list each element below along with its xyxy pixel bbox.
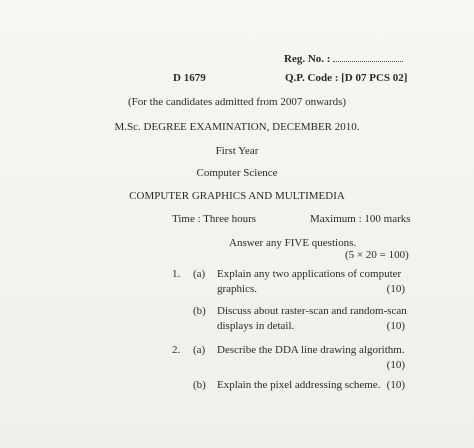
exam-name: M.Sc. DEGREE EXAMINATION, DECEMBER 2010. [114,121,360,133]
paper-title: COMPUTER GRAPHICS AND MULTIMEDIA [129,190,345,202]
question-1b-label: (b) [193,305,206,317]
max-marks: Maximum : 100 marks [310,213,411,225]
instruction-text: Answer any FIVE questions. [229,237,357,249]
reg-no-blank [333,52,403,62]
question-1-number: 1. [172,268,181,280]
time-allowed: Time : Three hours [172,213,257,225]
instruction-marks: (5 × 20 = 100) [345,249,409,261]
reg-no [284,52,403,66]
question-1a-marks: (10) [386,283,405,295]
question-1a-line2: graphics. [217,283,258,295]
reg-no-label: Reg. No. : [284,53,331,65]
subject: Computer Science [196,167,278,179]
question-2b-label: (b) [193,379,206,391]
question-1b-marks: (10) [386,320,405,332]
question-2-number: 2. [172,344,181,356]
qp-code: Q.P. Code : [D 07 PCS 02] [285,72,408,84]
question-1a-label: (a) [193,268,206,280]
question-1b-line1: Discuss about raster-scan and random-scan [217,305,407,317]
question-2a-marks: (10) [386,359,405,371]
question-1a-line1: Explain any two applications of computer [217,268,402,280]
question-2a-label: (a) [193,344,206,356]
question-1b-line2: displays in detail. [217,320,295,332]
candidates-note: (For the candidates admitted from 2007 onwards) [127,96,347,108]
question-2a-line1: Describe the DDA line drawing algorithm. [217,344,405,356]
question-2b-marks: (10) [386,379,405,391]
year: First Year [215,145,259,157]
paper-code: D 1679 [173,72,206,84]
question-2b-line1: Explain the pixel addressing scheme. [217,379,381,391]
